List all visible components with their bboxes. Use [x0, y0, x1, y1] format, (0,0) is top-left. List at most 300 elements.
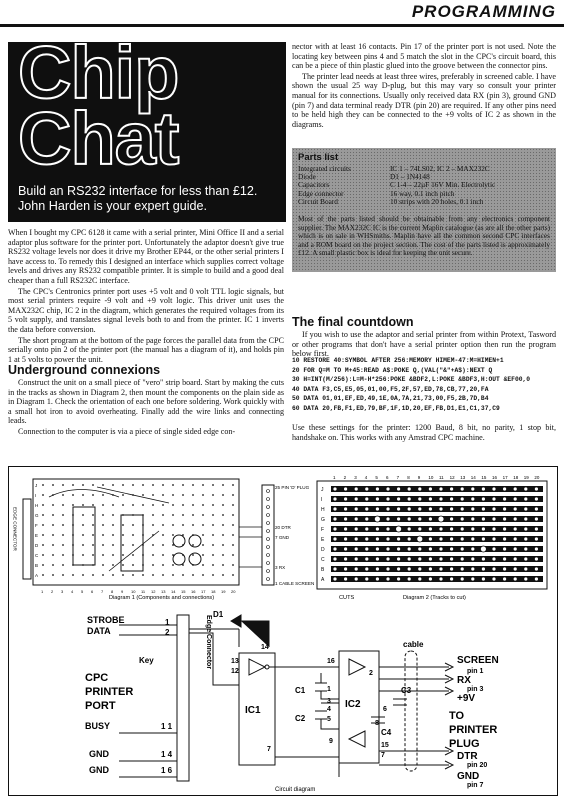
hole — [471, 487, 474, 490]
row-label: H — [35, 503, 39, 508]
hole — [492, 557, 495, 560]
hole — [192, 544, 194, 546]
hole — [152, 504, 154, 506]
hole — [202, 564, 204, 566]
hole — [152, 524, 154, 526]
pin-label: pin 20 — [467, 762, 488, 769]
column-label: 16 — [191, 589, 196, 594]
hole — [471, 567, 474, 570]
hole — [429, 537, 432, 540]
hole — [450, 507, 453, 510]
column-label: 8 — [111, 589, 114, 594]
hole — [222, 534, 224, 536]
column-label: 3 — [61, 589, 64, 594]
hole — [112, 524, 114, 526]
pin-label: 20 DTR — [275, 525, 291, 530]
hole — [172, 524, 174, 526]
hole — [122, 544, 124, 546]
hole — [222, 514, 224, 516]
column-label: 6 — [91, 589, 94, 594]
hole — [492, 517, 495, 520]
article-title — [18, 31, 179, 180]
intro-text — [8, 228, 284, 365]
hole — [439, 497, 442, 500]
hole — [524, 547, 527, 550]
hole — [503, 577, 506, 580]
column-label: 7 — [396, 475, 400, 480]
hole — [162, 524, 164, 526]
diagram-2-caption: Diagram 2 (Tracks to cut) — [403, 595, 466, 601]
hole — [439, 567, 442, 570]
edge-connector-label: Edge Connector — [205, 615, 212, 670]
column-label: 1 — [333, 475, 336, 480]
hole — [450, 517, 453, 520]
hole — [386, 487, 389, 490]
hole — [52, 514, 54, 516]
hole — [429, 547, 432, 550]
row-label: C — [35, 553, 39, 558]
hole — [172, 534, 174, 536]
hole — [514, 497, 517, 500]
hole — [202, 494, 204, 496]
hole — [397, 487, 400, 490]
pin-number: 1 — [165, 618, 170, 627]
column-label: 11 — [141, 589, 146, 594]
hole — [102, 494, 104, 496]
hole — [132, 564, 134, 566]
hole — [202, 514, 204, 516]
circuit-diagram — [85, 610, 499, 793]
hole — [524, 527, 527, 530]
hole — [92, 534, 94, 536]
hole — [112, 574, 114, 576]
hole — [222, 544, 224, 546]
hole — [182, 484, 184, 486]
hole — [365, 547, 368, 550]
hole — [365, 497, 368, 500]
row-label: G — [321, 517, 325, 523]
hole — [524, 487, 527, 490]
hole — [92, 514, 94, 516]
hole — [112, 554, 114, 556]
ic2-label: IC2 — [345, 699, 361, 710]
column-label: 10 — [131, 589, 136, 594]
hole — [461, 547, 464, 550]
hole — [503, 497, 506, 500]
hole — [92, 574, 94, 576]
part-value: 16 way, 0.1 inch pitch — [390, 188, 455, 198]
hole — [62, 554, 64, 556]
hole — [152, 484, 154, 486]
hole — [461, 557, 464, 560]
hole — [397, 517, 400, 520]
hole — [182, 494, 184, 496]
hole — [232, 494, 234, 496]
pin-number: 6 — [383, 706, 387, 713]
hole — [355, 547, 358, 550]
hole — [535, 497, 538, 500]
hole — [52, 574, 54, 576]
hole — [514, 537, 517, 540]
hole — [471, 547, 474, 550]
hole — [514, 547, 517, 550]
hole — [514, 527, 517, 530]
pin-number: 16 — [327, 658, 335, 665]
hole — [514, 507, 517, 510]
hole — [192, 504, 194, 506]
row-label: B — [321, 567, 325, 573]
hole — [333, 577, 336, 580]
hole — [461, 517, 464, 520]
section-title: PROGRAMMING — [411, 2, 556, 21]
hole — [152, 544, 154, 546]
hole — [42, 514, 44, 516]
hole — [102, 554, 104, 556]
part-name: Edge connector — [298, 188, 344, 198]
pin-number: 1 6 — [161, 766, 173, 775]
dtr-label: DTR — [457, 751, 478, 762]
plug-label: PLUG — [449, 738, 480, 750]
hole — [132, 534, 134, 536]
hole — [333, 547, 336, 550]
hole — [439, 487, 442, 490]
parts-title: Parts list — [298, 152, 339, 163]
hole — [376, 567, 379, 570]
paragraph: The short program at the bottom of the page forces the parallel data from the CPC serially onto pin 2 of the printer port (the manual has a diagram of it), and holds pin 1 at 5 volts to power the unit. — [8, 335, 284, 364]
hole — [408, 487, 411, 490]
listing-line: 10 RESTORE 40:SYMBOL AFTER 256:MEMORY HIMEM-47:M=HIMEN+1 — [292, 357, 504, 364]
hole — [212, 524, 214, 526]
listing-line: 40 DATA F3,C5,E5,05,01,00,F5,2F,57,ED,78,CB,77,20,FA — [292, 385, 489, 393]
hole — [333, 527, 336, 530]
hole — [355, 577, 358, 580]
hole — [162, 504, 164, 506]
hole — [482, 577, 485, 580]
hole — [52, 524, 54, 526]
hole — [192, 554, 194, 556]
hole — [461, 487, 464, 490]
hole — [492, 497, 495, 500]
hole — [42, 494, 44, 496]
hole — [92, 504, 94, 506]
hole — [418, 527, 421, 530]
cuts-label: CUTS — [339, 595, 355, 601]
hole — [344, 517, 347, 520]
copper-strip — [331, 576, 543, 582]
hole — [355, 517, 358, 520]
gnd-label: GND — [89, 749, 109, 759]
hole — [418, 507, 421, 510]
hole — [92, 554, 94, 556]
hole — [72, 494, 74, 496]
hole — [212, 544, 214, 546]
hole — [365, 527, 368, 530]
hole — [461, 497, 464, 500]
hole — [514, 557, 517, 560]
hole — [524, 507, 527, 510]
part-value: 10 strips with 20 holes, 0.1 inch — [390, 196, 484, 206]
pin-number: 4 — [327, 706, 331, 713]
hole — [535, 557, 538, 560]
hole — [42, 574, 44, 576]
hole — [232, 544, 234, 546]
copper-strip — [331, 496, 543, 502]
column-label: 3 — [354, 475, 357, 480]
hole — [386, 497, 389, 500]
hole — [172, 514, 174, 516]
hole — [344, 487, 347, 490]
hole — [355, 557, 358, 560]
hole — [152, 564, 154, 566]
copper-strip — [331, 526, 543, 532]
column-label: 15 — [481, 475, 487, 480]
row-label: D — [321, 547, 325, 553]
hole — [471, 507, 474, 510]
column-label: 8 — [407, 475, 410, 480]
column-label: 19 — [523, 475, 529, 480]
hole — [162, 534, 164, 536]
pin-label: pin 7 — [467, 782, 484, 789]
hole — [524, 497, 527, 500]
hole — [202, 524, 204, 526]
paragraph: Construct the unit on a small piece of "vero" strip board. Start by making the cuts in the tracks as shown in Diagram 2, then mount the components on the plain side as in Diagram 1. Check the orientation of each one before soldering. Work quickly with a small hot iron to avoid overheating. Finally add the wire links and connecting leads. — [8, 378, 284, 426]
hole — [102, 574, 104, 576]
hole — [418, 557, 421, 560]
pin-number: 1 4 — [161, 750, 173, 759]
diagram-1-caption: Diagram 1 (Components and connections) — [109, 595, 215, 601]
hole — [439, 527, 442, 530]
part-name: Capacitors — [298, 180, 330, 190]
hole — [397, 507, 400, 510]
hole — [212, 554, 214, 556]
hole — [344, 497, 347, 500]
pin-number: 2 — [165, 628, 170, 637]
column-label: 16 — [492, 475, 498, 480]
hole — [172, 494, 174, 496]
cut-mark — [417, 536, 423, 542]
hole — [344, 537, 347, 540]
part-value: D1 – 1N4148 — [390, 172, 430, 182]
row-label: G — [35, 513, 39, 518]
hole — [232, 554, 234, 556]
hole — [142, 574, 144, 576]
copper-strip — [331, 556, 543, 562]
top-rule — [0, 24, 564, 27]
hole — [92, 544, 94, 546]
hole — [439, 537, 442, 540]
hole — [82, 504, 84, 506]
hole — [82, 514, 84, 516]
hole — [142, 484, 144, 486]
hole — [162, 544, 164, 546]
hole — [82, 574, 84, 576]
plug-pin — [267, 514, 270, 517]
hole — [132, 544, 134, 546]
plug-pin — [267, 498, 270, 501]
hole — [439, 577, 442, 580]
hole — [72, 504, 74, 506]
column-label: 14 — [470, 475, 476, 480]
hole — [450, 497, 453, 500]
hole — [439, 547, 442, 550]
parts-table — [298, 165, 550, 206]
hole — [450, 527, 453, 530]
hole — [62, 544, 64, 546]
hole — [122, 574, 124, 576]
hole — [172, 574, 174, 576]
hole — [439, 507, 442, 510]
hole — [212, 574, 214, 576]
hole — [386, 517, 389, 520]
hole — [408, 527, 411, 530]
table-row — [298, 198, 550, 206]
hole — [461, 567, 464, 570]
hole — [333, 537, 336, 540]
hole — [82, 534, 84, 536]
hole — [142, 494, 144, 496]
pin-number: 13 — [231, 658, 239, 665]
pin-number: 15 — [381, 742, 389, 749]
hole — [355, 497, 358, 500]
hole — [386, 577, 389, 580]
hole — [482, 557, 485, 560]
column-label: 2 — [343, 475, 347, 480]
hole — [232, 534, 234, 536]
hole — [112, 504, 114, 506]
hole — [461, 537, 464, 540]
hole — [122, 564, 124, 566]
parts-note: Most of the parts listed should be obtainable from any electronics component supplier. The MAX232C IC is the current Maplin catalogue (as are all the other parts) which is on sale in WHSmiths. Maplin have all the common second CPC interfaces and a ROM board on the project section. The cost of the parts listed is approximately £12. A small plastic box is ideal for keeping the unit secure. — [298, 214, 550, 258]
hole — [232, 524, 234, 526]
row-label: J — [321, 487, 324, 493]
hole — [386, 507, 389, 510]
hole — [471, 577, 474, 580]
column-label: 13 — [460, 475, 466, 480]
hole — [429, 517, 432, 520]
hole — [82, 554, 84, 556]
data-label: DATA — [87, 626, 111, 636]
hole — [524, 577, 527, 580]
hole — [222, 574, 224, 576]
plus9v-label: +9V — [457, 693, 476, 704]
hole — [482, 567, 485, 570]
hole — [397, 577, 400, 580]
hole — [192, 514, 194, 516]
hole — [514, 517, 517, 520]
plug-pin — [267, 546, 270, 549]
hole — [492, 577, 495, 580]
cut-mark — [396, 526, 402, 532]
hole — [450, 537, 453, 540]
hole — [355, 527, 358, 530]
hole — [492, 487, 495, 490]
hole — [439, 557, 442, 560]
hole — [524, 537, 527, 540]
hole — [482, 497, 485, 500]
hole — [152, 514, 154, 516]
hole — [355, 487, 358, 490]
column-label: 17 — [201, 589, 206, 594]
hole — [471, 557, 474, 560]
hole — [222, 504, 224, 506]
to-label: TO — [449, 710, 465, 722]
row-label: A — [35, 573, 39, 578]
hole — [62, 524, 64, 526]
hole — [132, 484, 134, 486]
hole — [82, 524, 84, 526]
hole — [42, 534, 44, 536]
rx-label: RX — [457, 675, 471, 686]
hole — [376, 547, 379, 550]
hole — [524, 567, 527, 570]
hole — [503, 527, 506, 530]
column-label: 10 — [428, 475, 434, 480]
pin-number: 3 — [327, 698, 331, 705]
hole — [408, 547, 411, 550]
article-subtitle: Build an RS232 interface for less than £12. John Harden is your expert guide. — [18, 184, 258, 213]
hole — [202, 574, 204, 576]
hole — [492, 567, 495, 570]
hole — [408, 517, 411, 520]
column-label: 11 — [439, 475, 444, 480]
hole — [212, 494, 214, 496]
hole — [52, 504, 54, 506]
hole — [492, 527, 495, 530]
hole — [122, 484, 124, 486]
hole — [333, 517, 336, 520]
hole — [355, 507, 358, 510]
hole — [132, 554, 134, 556]
hole — [492, 507, 495, 510]
hole — [408, 567, 411, 570]
hole — [482, 487, 485, 490]
busy-label: BUSY — [85, 721, 111, 731]
hole — [82, 544, 84, 546]
hole — [152, 554, 154, 556]
hole — [482, 537, 485, 540]
row-label: I — [321, 497, 323, 503]
hole — [344, 567, 347, 570]
hole — [408, 507, 411, 510]
copper-strip — [331, 536, 543, 542]
hole — [492, 537, 495, 540]
hole — [42, 554, 44, 556]
ic1-label: IC1 — [245, 705, 261, 716]
column-label: 9 — [121, 589, 124, 594]
hole — [222, 564, 224, 566]
hole — [429, 527, 432, 530]
gnd-plug-label: GND — [457, 771, 480, 782]
hole — [386, 567, 389, 570]
hole — [112, 544, 114, 546]
hole — [535, 487, 538, 490]
hole — [535, 567, 538, 570]
hole — [182, 514, 184, 516]
pin-number: 9 — [329, 738, 333, 745]
column-label: 5 — [81, 589, 84, 594]
hole — [418, 547, 421, 550]
row-label: C — [321, 557, 325, 563]
hole — [72, 574, 74, 576]
right-column-text — [292, 42, 556, 130]
hole — [482, 507, 485, 510]
hole — [397, 497, 400, 500]
hole — [62, 504, 64, 506]
hole — [232, 514, 234, 516]
hole — [429, 507, 432, 510]
printer-settings — [292, 423, 556, 443]
hole — [376, 507, 379, 510]
